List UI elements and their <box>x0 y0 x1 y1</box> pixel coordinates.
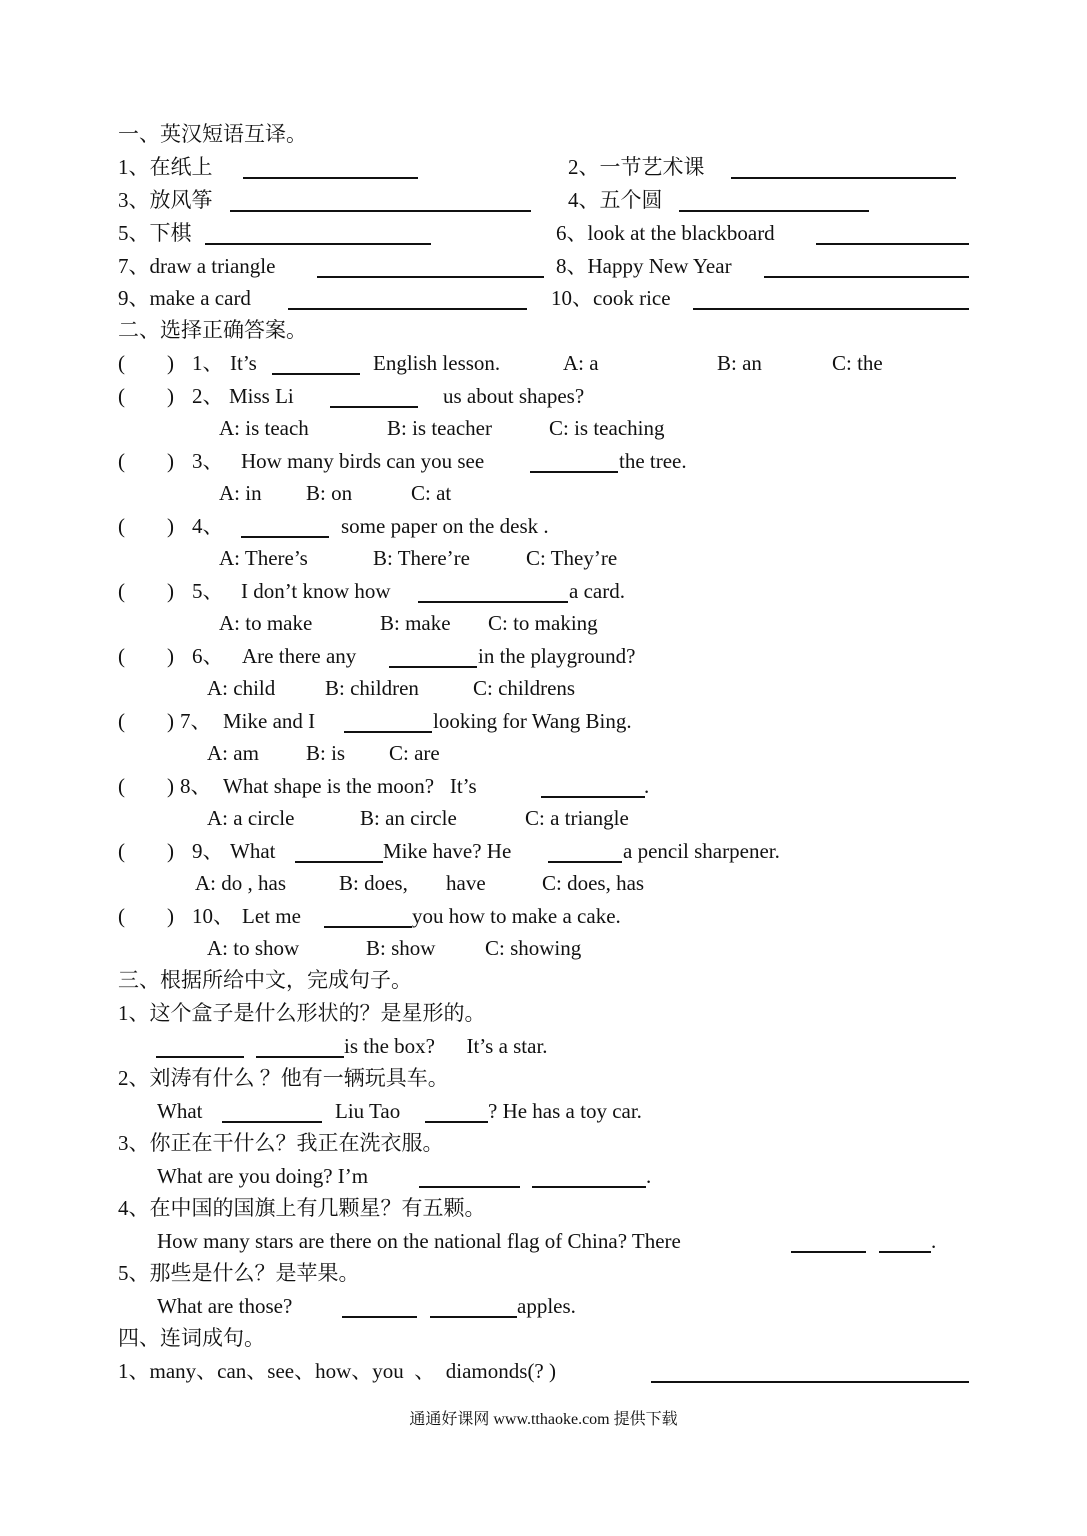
option-b: B: is teacher <box>387 416 492 440</box>
answer-blank[interactable] <box>548 861 622 863</box>
question-text: Miss Li <box>229 384 294 408</box>
option-a: A: a circle <box>207 806 295 830</box>
s3-item-1-chinese: 1、这个盒子是什么形状的？是星形的。 <box>118 1001 486 1025</box>
answer-blank[interactable] <box>425 1121 488 1123</box>
answer-blank[interactable] <box>418 601 568 603</box>
question-number: 2、 <box>192 384 224 408</box>
answer-blank[interactable] <box>288 308 527 310</box>
answer-blank[interactable] <box>530 471 618 473</box>
answer-blank[interactable] <box>342 1316 417 1318</box>
answer-blank[interactable] <box>791 1251 866 1253</box>
answer-paren[interactable]: ( ) <box>118 579 174 603</box>
option-a: A: to make <box>219 611 313 635</box>
answer-blank[interactable] <box>651 1381 969 1383</box>
question-text: us about shapes? <box>443 384 585 408</box>
question-text: I don’t know how <box>241 579 391 603</box>
question-text: Let me <box>242 904 301 928</box>
answer-blank[interactable] <box>222 1121 322 1123</box>
option-a: A: There’s <box>219 546 308 570</box>
s3-item-5-english: apples. <box>517 1294 576 1318</box>
question-number: 4、 <box>192 514 224 538</box>
s1-item-6: 6、look at the blackboard <box>556 221 775 245</box>
option-c: C: a triangle <box>525 806 629 830</box>
s1-item-7: 7、draw a triangle <box>118 254 276 278</box>
s1-item-1: 1、在纸上 <box>118 155 213 179</box>
answer-blank[interactable] <box>295 861 383 863</box>
s3-item-2-chinese: 2、刘涛有什么 ？他有一辆玩具车。 <box>118 1066 449 1090</box>
answer-blank[interactable] <box>156 1056 244 1058</box>
question-text: Mike have? He <box>383 839 512 863</box>
answer-blank[interactable] <box>344 731 432 733</box>
option-b: B: There’re <box>373 546 470 570</box>
answer-blank[interactable] <box>816 243 969 245</box>
question-text: in the playground? <box>478 644 636 668</box>
answer-blank[interactable] <box>532 1186 646 1188</box>
section-1-title: 一、英汉短语互译。 <box>118 122 307 146</box>
s1-item-10: 10、cook rice <box>551 286 671 310</box>
s3-item-2-english: ? He has a toy car. <box>488 1099 642 1123</box>
answer-blank[interactable] <box>879 1251 931 1253</box>
answer-paren[interactable]: ( ) <box>118 709 174 733</box>
question-number: 5、 <box>192 579 224 603</box>
s1-item-5: 5、下棋 <box>118 221 192 245</box>
answer-blank[interactable] <box>389 666 477 668</box>
answer-paren[interactable]: ( ) <box>118 839 174 863</box>
section-3-title: 三、根据所给中文，完成句子。 <box>118 968 412 992</box>
answer-blank[interactable] <box>243 177 418 179</box>
s3-item-5-english: What are those? <box>157 1294 293 1318</box>
answer-paren[interactable]: ( ) <box>118 644 174 668</box>
question-text: looking for Wang Bing. <box>433 709 632 733</box>
question-text: you how to make a cake. <box>412 904 621 928</box>
s3-item-5-chinese: 5、那些是什么？是苹果。 <box>118 1261 360 1285</box>
option-c: C: is teaching <box>549 416 665 440</box>
option-b: B: on <box>306 481 353 505</box>
answer-blank[interactable] <box>205 243 431 245</box>
option-c: C: the <box>832 351 883 375</box>
option-c: C: to making <box>488 611 598 635</box>
answer-paren[interactable]: ( ) <box>118 514 174 538</box>
answer-blank[interactable] <box>419 1186 520 1188</box>
answer-blank[interactable] <box>324 926 412 928</box>
question-text: the tree. <box>619 449 687 473</box>
answer-blank[interactable] <box>272 373 360 375</box>
answer-blank[interactable] <box>241 536 329 538</box>
s3-item-3-chinese: 3、你正在干什么？我正在洗衣服。 <box>118 1131 444 1155</box>
option-a: A: do , has <box>195 871 286 895</box>
question-text: Are there any <box>242 644 357 668</box>
s3-item-4-english: . <box>931 1229 937 1253</box>
s1-item-9: 9、make a card <box>118 286 251 310</box>
question-text: some paper on the desk . <box>341 514 549 538</box>
question-text: English lesson. <box>373 351 501 375</box>
section-2-title: 二、选择正确答案。 <box>118 318 307 342</box>
option-b: B: an circle <box>360 806 457 830</box>
option-a: A: am <box>207 741 259 765</box>
option-b: B: is <box>306 741 346 765</box>
answer-blank[interactable] <box>230 210 531 212</box>
s1-item-8: 8、Happy New Year <box>556 254 732 278</box>
s3-item-3-english: What are you doing? I’m <box>157 1164 369 1188</box>
question-number: 7、 <box>180 709 212 733</box>
option-b: B: an <box>717 351 762 375</box>
s4-item-1: 1、many、can、see、how、you 、 diamonds(? ) <box>118 1359 556 1383</box>
option-c: C: childrens <box>473 676 576 700</box>
question-number: 6、 <box>192 644 224 668</box>
question-text: a pencil sharpener. <box>623 839 780 863</box>
answer-blank[interactable] <box>430 1316 517 1318</box>
answer-blank[interactable] <box>256 1056 344 1058</box>
question-text: Mike and I <box>223 709 316 733</box>
option-c: C: does, has <box>542 871 645 895</box>
answer-blank[interactable] <box>317 276 544 278</box>
answer-blank[interactable] <box>731 177 956 179</box>
option-b-continued: have <box>446 871 486 895</box>
option-b: B: show <box>366 936 436 960</box>
option-c: C: at <box>411 481 452 505</box>
s1-item-3: 3、放风筝 <box>118 188 213 212</box>
option-c: C: are <box>389 741 440 765</box>
answer-paren[interactable]: ( ) <box>118 351 174 375</box>
s3-item-4-english: How many stars are there on the national flag of China? There <box>157 1229 681 1253</box>
answer-paren[interactable]: ( ) <box>118 449 174 473</box>
section-4-title: 四、连词成句。 <box>118 1326 265 1350</box>
question-number: 10、 <box>192 904 234 928</box>
page-footer: 通通好课网 www.tthaoke.com 提供下载 <box>409 1411 678 1428</box>
s3-item-1-english: is the box? It’s a star. <box>344 1034 548 1058</box>
s1-item-2: 2、一节艺术课 <box>568 155 705 179</box>
question-number: 1、 <box>192 351 224 375</box>
option-b: B: children <box>325 676 419 700</box>
option-b: B: does, <box>339 871 408 895</box>
answer-paren[interactable]: ( ) <box>118 774 174 798</box>
option-a: A: is teach <box>219 416 309 440</box>
option-a: A: in <box>219 481 262 505</box>
answer-blank[interactable] <box>693 308 969 310</box>
s3-item-4-chinese: 4、在中国的国旗上有几颗星？有五颗。 <box>118 1196 486 1220</box>
answer-paren[interactable]: ( ) <box>118 384 174 408</box>
option-a: A: to show <box>207 936 300 960</box>
option-a: A: child <box>207 676 276 700</box>
s3-item-2-english: What <box>157 1099 203 1123</box>
question-text: . <box>644 774 650 798</box>
s1-item-4: 4、五个圆 <box>568 188 663 212</box>
s3-item-2-english: Liu Tao <box>335 1099 401 1123</box>
answer-blank[interactable] <box>541 796 645 798</box>
question-text: What <box>230 839 276 863</box>
answer-paren[interactable]: ( ) <box>118 904 174 928</box>
question-text: It’s <box>230 351 257 375</box>
option-a: A: a <box>563 351 599 375</box>
option-c: C: showing <box>485 936 582 960</box>
question-text: What shape is the moon? It’s <box>223 774 477 798</box>
s3-item-3-english: . <box>646 1164 652 1188</box>
answer-blank[interactable] <box>764 276 969 278</box>
question-number: 8、 <box>180 774 212 798</box>
question-text: How many birds can you see <box>241 449 485 473</box>
answer-blank[interactable] <box>330 406 418 408</box>
answer-blank[interactable] <box>679 210 869 212</box>
question-number: 9、 <box>192 839 224 863</box>
question-text: a card. <box>569 579 625 603</box>
option-c: C: They’re <box>526 546 618 570</box>
option-b: B: make <box>380 611 451 635</box>
question-number: 3、 <box>192 449 224 473</box>
